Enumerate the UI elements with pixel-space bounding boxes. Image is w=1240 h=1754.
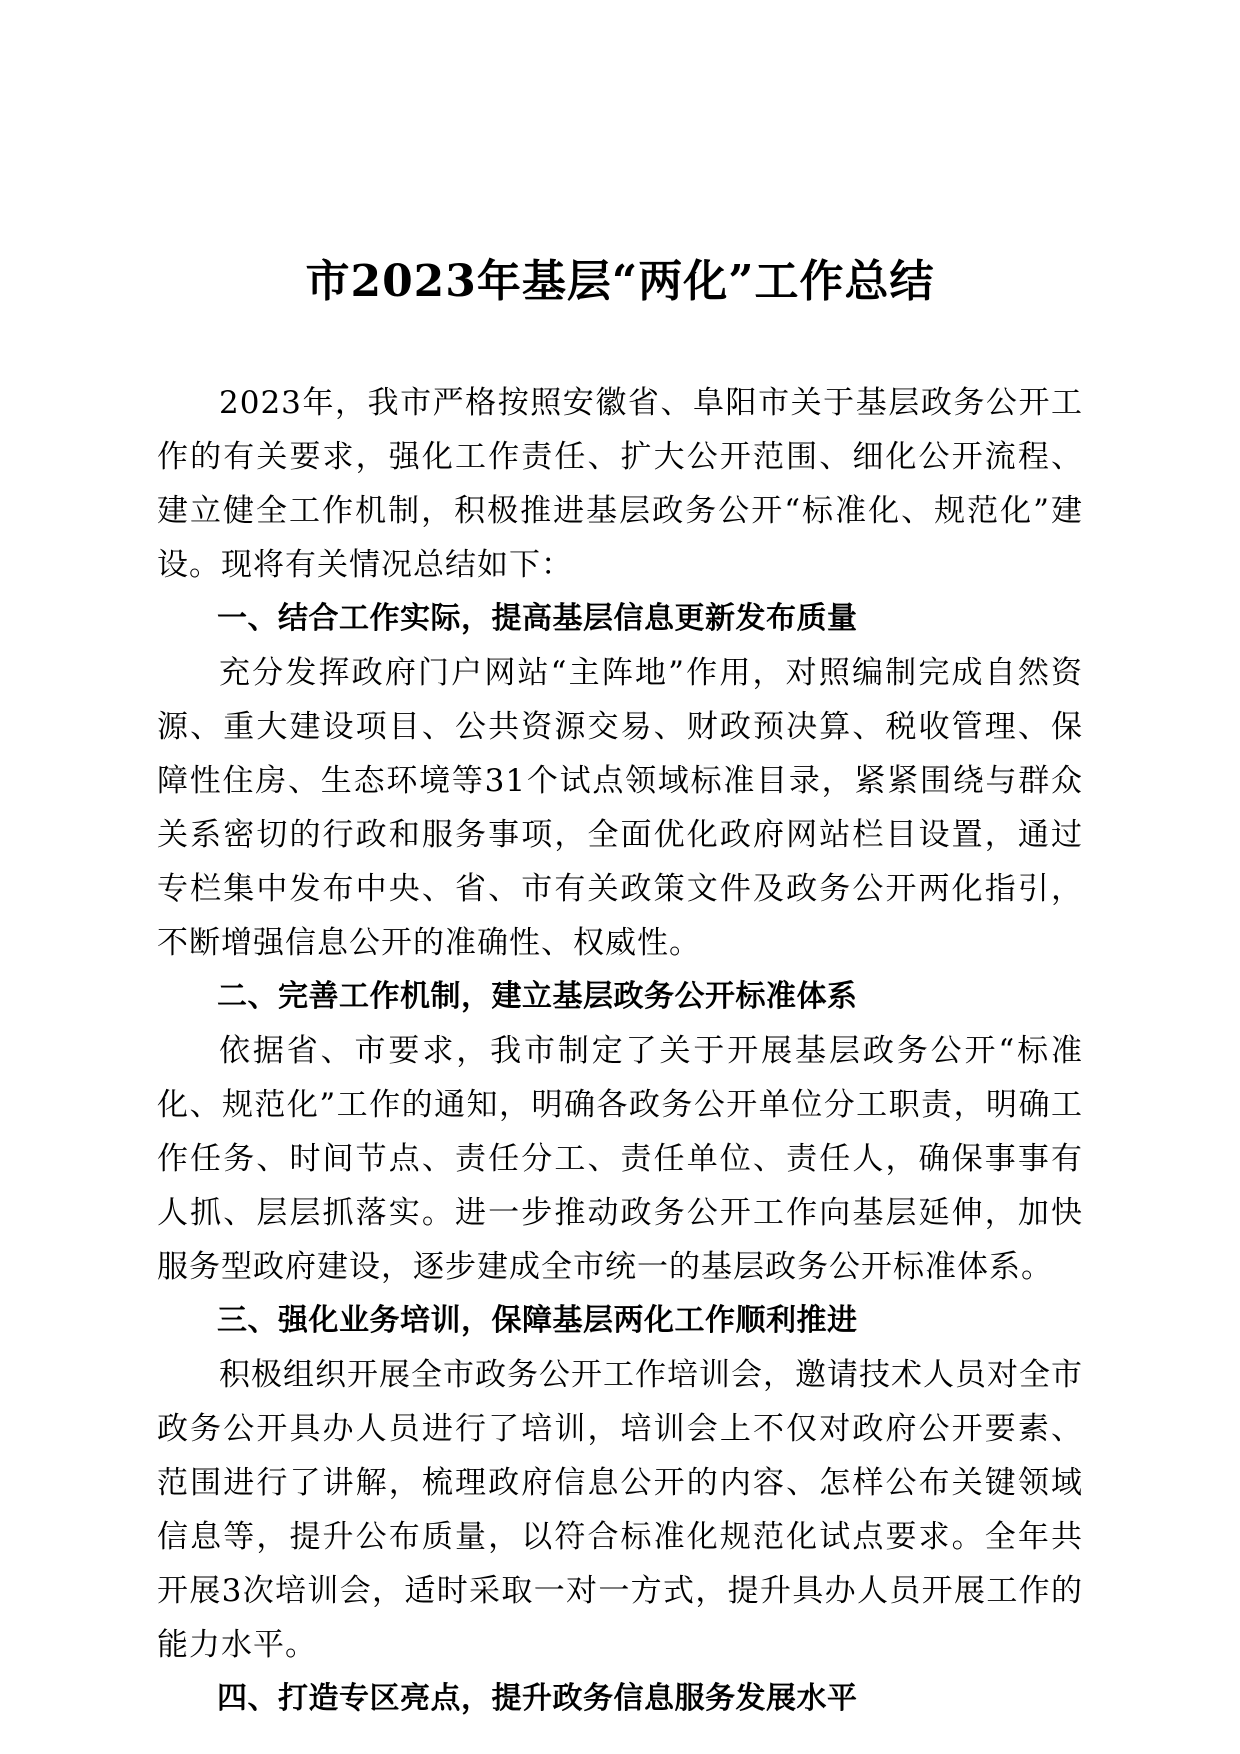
section-2-heading: 二、完善工作机制，建立基层政务公开标准体系 [217,979,858,1014]
intro-paragraph: 2023年，我市严格按照安徽省、阜阳市关于基层政务公开工作的有关要求，强化工作责任、扩大公开范围、细化公开流程、建立健全工作机制，积极推进基层政务公开“标准化、规范化”建设。现将有关情况总结如下： [157,385,1083,583]
document-body [157,376,1083,1726]
section-3-paragraph: 积极组织开展全市政务公开工作培训会，邀请技术人员对全市政务公开具办人员进行了培训，培训会上不仅对政府公开要素、范围进行了讲解，梳理政府信息公开的内容、怎样公布关键领域信息等，提升公布质量，以符合标准化规范化试点要求。全年共开展3次培训会，适时采取一对一方式，提升具办人员开展工作的能力水平。 [157,1357,1083,1663]
document-title: 市2023年基层“两化”工作总结 [305,256,935,307]
section-4-heading: 四、打造专区亮点，提升政务信息服务发展水平 [217,1681,858,1716]
section-1-paragraph: 充分发挥政府门户网站“主阵地”作用，对照编制完成自然资源、重大建设项目、公共资源交易、财政预决算、税收管理、保障性住房、生态环境等31个试点领域标准目录，紧紧围绕与群众关系密切的行政和服务事项，全面优化政府网站栏目设置，通过专栏集中发布中央、省、市有关政策文件及政务公开两化指引，不断增强信息公开的准确性、权威性。 [157,655,1083,961]
section-1-heading: 一、结合工作实际，提高基层信息更新发布质量 [217,601,858,636]
section-2-paragraph: 依据省、市要求，我市制定了关于开展基层政务公开“标准化、规范化”工作的通知，明确各政务公开单位分工职责，明确工作任务、时间节点、责任分工、责任单位、责任人，确保事事有人抓、层层抓落实。进一步推动政务公开工作向基层延伸，加快服务型政府建设，逐步建成全市统一的基层政务公开标准体系。 [157,1033,1083,1285]
section-3-heading: 三、强化业务培训，保障基层两化工作顺利推进 [217,1303,858,1338]
